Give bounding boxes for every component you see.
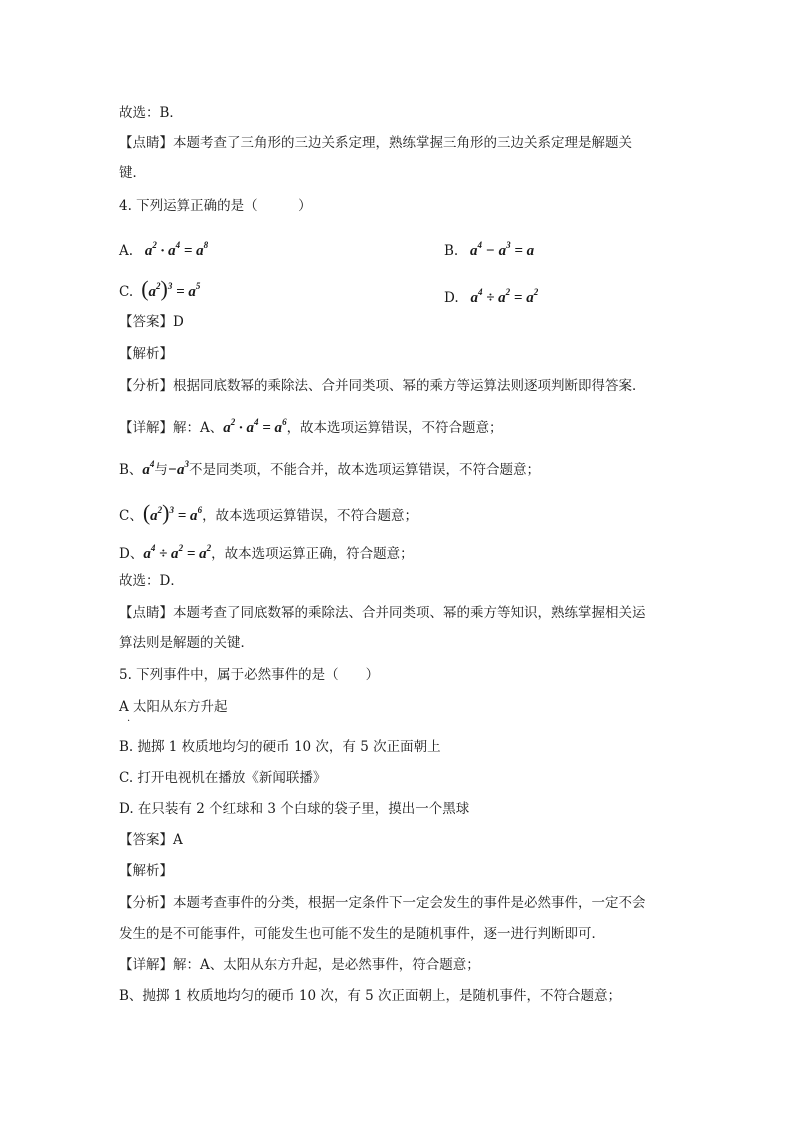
text-line: 发生的是不可能事件，可能发生也可能不发生的是随机事件，逐一进行判断即可． [119, 926, 605, 942]
formula: $a^4 \div a^2 = a^2$ [462, 287, 539, 306]
formula: $a^4$ [142, 459, 155, 478]
option-b: B. $a^4 - a^3 = a$ [444, 240, 535, 259]
formula: $a^4 - a^3 = a$ [462, 240, 535, 259]
option-b: B. 抛掷 1 枚质地均匀的硬币 10 次，有 5 次正面朝上 [119, 739, 441, 755]
option-a: A 太阳从东方升起 [119, 699, 228, 715]
option-d: D. $a^4 \div a^2 = a^2$ [444, 287, 539, 306]
option-a: A. $a^2 \cdot a^4 = a^8$ [119, 240, 209, 259]
text-line: 【分析】本题考查事件的分类，根据一定条件下一定会发生的事件是必然事件，一定不会 [119, 895, 646, 911]
answer-line: 【答案】D [119, 314, 184, 330]
text-line: 故选：D． [119, 573, 184, 589]
text-line: 键． [119, 165, 146, 181]
option-d: D. 在只装有 2 个红球和 3 个白球的袋子里，摸出一个黑球 [119, 801, 470, 817]
answer-line: 【答案】A [119, 832, 183, 848]
formula: $a^4 \div a^2 = a^2$ [143, 543, 212, 562]
sub-dot: . [127, 713, 131, 724]
detail-a: 【详解】解：A、$a^2 \cdot a^4 = a^6$，故本选项运算错误，不符合题意； [119, 417, 503, 436]
formula: $-a^3$ [167, 459, 190, 478]
analysis-heading: 【解析】 [119, 863, 173, 879]
formula: $(a^2)^3 = a^5$ [141, 276, 201, 301]
text-line: B、抛掷 1 枚质地均匀的硬币 10 次，有 5 次正面朝上，是随机事件，不符合题意； [119, 988, 622, 1004]
detail-c: C、$(a^2)^3 = a^6$，故本选项运算错误，不符合题意； [119, 500, 419, 525]
text-line: 【点睛】本题考查了三角形的三边关系定理，熟练掌握三角形的三边关系定理是解题关 [119, 135, 632, 151]
text-line: 故选：B． [119, 105, 183, 121]
option-c: C. 打开电视机在播放《新闻联播》 [119, 770, 327, 786]
analysis-heading: 【解析】 [119, 346, 173, 362]
detail-b: B、$a^4$与$-a^3$不是同类项，不能合并，故本选项运算错误，不符合题意； [119, 459, 541, 478]
text-line: 【点睛】本题考查了同底数幂的乘除法、合并同类项、幂的乘方等知识，熟练掌握相关运 [119, 605, 646, 621]
text-line: 【分析】根据同底数幂的乘除法、合并同类项、幂的乘方等运算法则逐项判断即得答案． [119, 378, 646, 394]
formula: $a^2 \cdot a^4 = a^6$ [223, 417, 287, 436]
question-5-stem: 5. 下列事件中，属于必然事件的是（ ） [119, 667, 380, 683]
detail-d: D、$a^4 \div a^2 = a^2$，故本选项运算正确，符合题意； [119, 543, 414, 562]
text-line: 算法则是解题的关键． [119, 635, 254, 651]
question-4-stem: 4. 下列运算正确的是（ ） [119, 198, 312, 214]
formula: $(a^2)^3 = a^6$ [142, 500, 203, 525]
option-c: C. $(a^2)^3 = a^5$ [119, 276, 201, 301]
text-line: 【详解】解：A、太阳从东方升起，是必然事件，符合题意； [119, 957, 480, 973]
formula: $a^2 \cdot a^4 = a^8$ [137, 240, 209, 259]
